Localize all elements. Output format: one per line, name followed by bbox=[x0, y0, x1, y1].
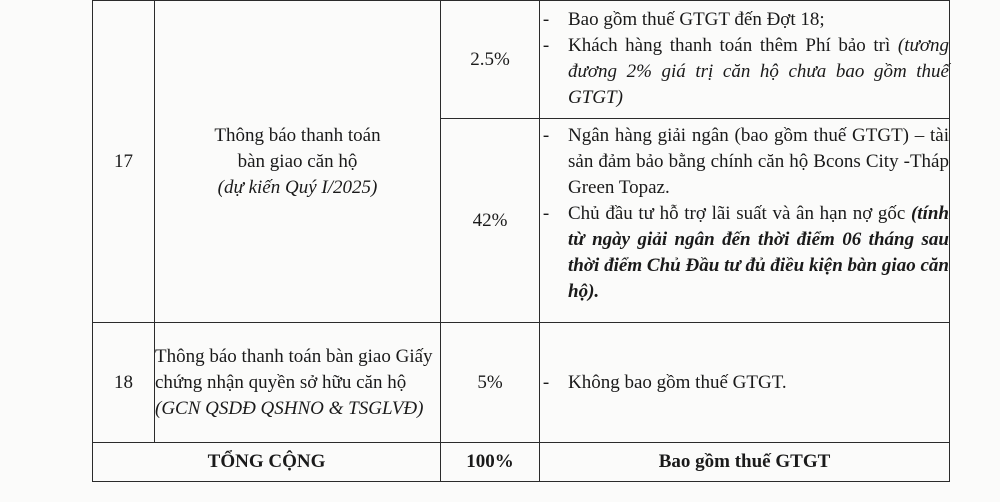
note-text: Chủ đầu tư hỗ trợ lãi suất và ân hạn nợ gốc bbox=[568, 203, 911, 224]
table-row-total bbox=[93, 443, 950, 482]
description-line-2: bàn giao căn hộ bbox=[237, 150, 358, 172]
table-row-18 bbox=[93, 323, 950, 443]
note-item bbox=[540, 370, 949, 396]
description-expected-quarter: (dự kiến Quý I/2025) bbox=[217, 176, 378, 198]
note-bold-italic-text: (tính từ ngày giải ngân đến thời điểm 06 tháng sau thời điểm Chủ Đầu tư đủ điều kiện bàn giao căn hộ). bbox=[568, 203, 949, 302]
percent-18: 5% bbox=[441, 323, 540, 443]
bullet-dash: - bbox=[542, 371, 550, 393]
note-item bbox=[540, 201, 949, 305]
note-text: Không bao gồm thuế GTGT. bbox=[568, 371, 787, 393]
bullet-dash: - bbox=[542, 35, 550, 56]
note-list-17b bbox=[540, 123, 949, 305]
note-item bbox=[540, 33, 949, 111]
note-item bbox=[540, 123, 949, 201]
note-17a bbox=[540, 1, 950, 119]
percent-17b: 42% bbox=[441, 119, 540, 323]
bullet-dash: - bbox=[542, 125, 550, 146]
row-description-17 bbox=[155, 1, 441, 323]
payment-schedule-table bbox=[92, 0, 950, 482]
note-18 bbox=[540, 323, 950, 443]
percent-17a: 2.5% bbox=[441, 1, 540, 119]
note-text: Bao gồm thuế GTGT đến Đợt 18; bbox=[568, 9, 825, 30]
note-item bbox=[540, 7, 949, 33]
bullet-dash: - bbox=[542, 203, 550, 224]
total-label: TỔNG CỘNG bbox=[93, 443, 441, 482]
bullet-dash: - bbox=[542, 9, 550, 30]
description-italic: (GCN QSDĐ QSHNO & TSGLVĐ) bbox=[155, 397, 424, 419]
row-number-17: 17 bbox=[93, 1, 155, 323]
description-line-1: Thông báo thanh toán bbox=[214, 124, 381, 146]
note-17b bbox=[540, 119, 950, 323]
table-row-17a bbox=[93, 1, 950, 119]
note-list-17a bbox=[540, 7, 949, 111]
total-percent: 100% bbox=[441, 443, 540, 482]
note-text: Khách hàng thanh toán thêm Phí bảo trì bbox=[568, 35, 898, 56]
description-text: Thông báo thanh toán bàn giao Giấy chứng nhận quyền sở hữu căn hộ bbox=[155, 345, 433, 393]
row-description-18 bbox=[155, 323, 441, 443]
total-note: Bao gồm thuế GTGT bbox=[540, 443, 950, 482]
note-list-18 bbox=[540, 370, 949, 396]
row-number-18: 18 bbox=[93, 323, 155, 443]
note-text: Ngân hàng giải ngân (bao gồm thuế GTGT) – tài sản đảm bảo bằng chính căn hộ Bcons City -Tháp Green Topaz. bbox=[568, 125, 949, 198]
note-italic-text: (tương đương 2% giá trị căn hộ chưa bao gồm thuế GTGT) bbox=[568, 35, 949, 108]
